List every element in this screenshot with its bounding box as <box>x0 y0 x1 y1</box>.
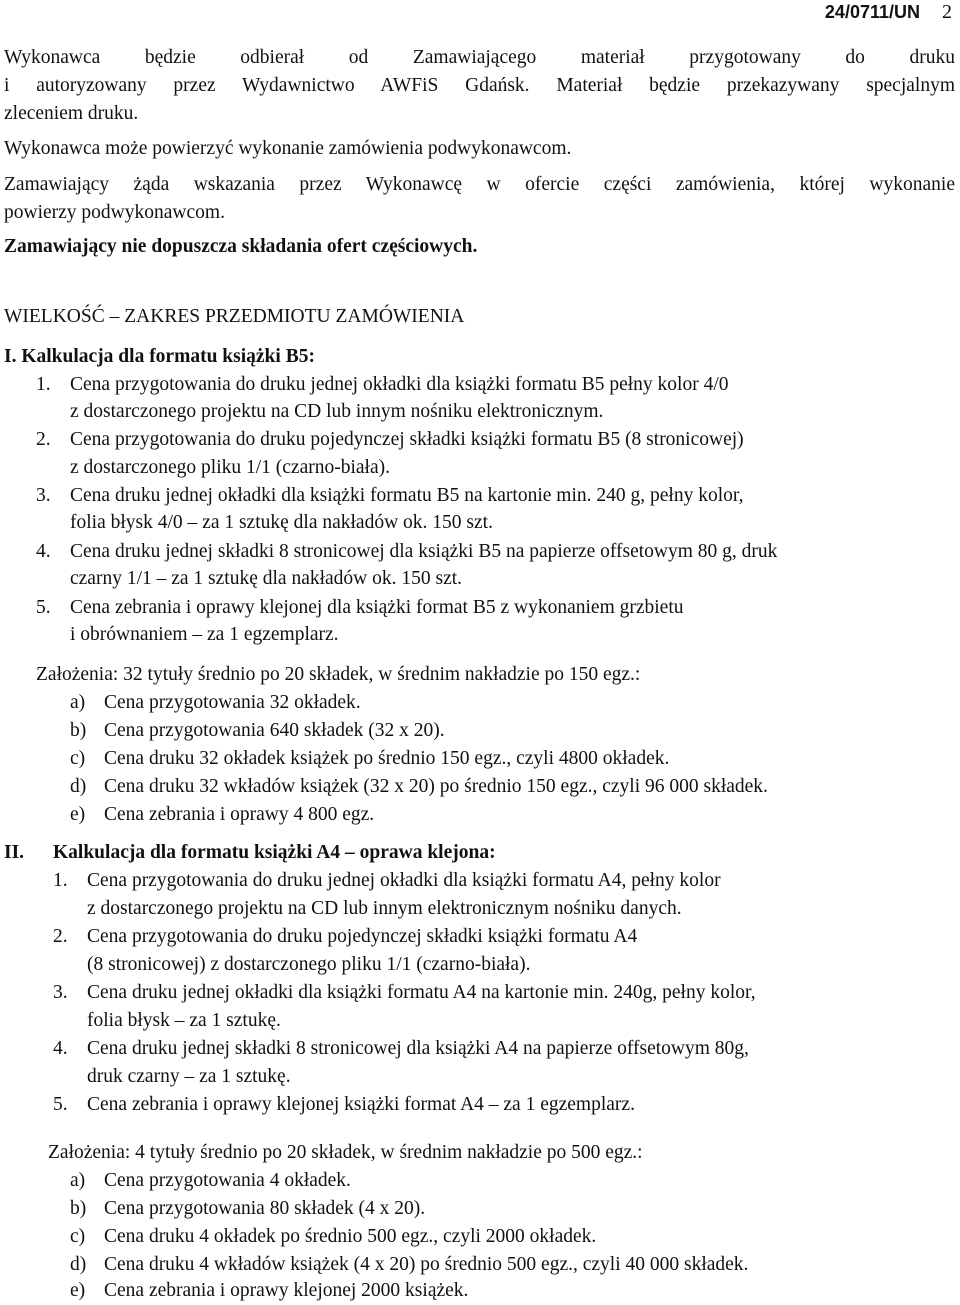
list-item <box>36 425 51 454</box>
letter-item-text: Cena druku 32 okładek książek po średnio 150 egz., czyli 4800 okładek. <box>104 748 670 769</box>
letter-item-text: Cena zebrania i oprawy klejonej 2000 książek. <box>104 1280 469 1301</box>
intro-paragraph-1-line-2: i autoryzowany przez Wydawnictwo AWFiS Gdańsk. Materiał będzie przekazywany specjalnym <box>4 75 955 96</box>
letter-item-marker: d) <box>70 1254 87 1275</box>
item-text-line-2: z dostarczonego pliku 1/1 (czarno-biała). <box>70 457 390 478</box>
item-text-line-2: z dostarczonego projektu na CD lub innym nośniku elektronicznym. <box>70 401 604 422</box>
letter-item-text: Cena przygotowania 32 okładek. <box>104 692 361 713</box>
item-text-line-2: druk czarny – za 1 sztukę. <box>87 1066 291 1087</box>
letter-item-marker: a) <box>70 692 86 713</box>
section-1-title: I. Kalkulacja dla formatu książki B5: <box>4 346 315 367</box>
item-text-line-1: Cena przygotowania do druku pojedynczej składki książki formatu A4 <box>87 926 638 947</box>
item-number: 2. <box>53 926 68 947</box>
intro-paragraph-1-line-1: Wykonawca będzie odbierał od Zamawiającego materiał przygotowany do druku <box>4 47 955 68</box>
list-item <box>36 537 51 566</box>
item-number: 5. <box>36 597 51 618</box>
item-text-line-1: Cena druku jednej okładki dla książki formatu B5 na kartonie min. 240 g, pełny kolor, <box>70 485 744 506</box>
item-number: 2. <box>36 429 51 450</box>
letter-item-marker: c) <box>70 1226 86 1247</box>
item-number: 4. <box>36 541 51 562</box>
letter-item-text: Cena przygotowania 640 składek (32 x 20). <box>104 720 445 741</box>
document-reference: 24/0711/UN <box>824 2 920 22</box>
letter-item-text: Cena druku 32 wkładów książek (32 x 20) po średnio 150 egz., czyli 96 000 składek. <box>104 776 768 797</box>
item-number: 4. <box>53 1038 68 1059</box>
letter-item-marker: e) <box>70 1280 86 1301</box>
intro-paragraph-3-line-1: Zamawiający żąda wskazania przez Wykonawcę w ofercie części zamówienia, której wykonanie <box>4 174 955 195</box>
section-2-title: Kalkulacja dla formatu książki A4 – oprawa klejona: <box>53 842 496 863</box>
page-header <box>825 0 952 24</box>
item-text-line-1: Cena przygotowania do druku jednej okładki dla książki formatu A4, pełny kolor <box>87 870 721 891</box>
section-1-assumptions: Założenia: 32 tytuły średnio po 20 składek, w średnim nakładzie po 150 egz.: <box>36 664 641 685</box>
letter-item-text: Cena przygotowania 80 składek (4 x 20). <box>104 1198 426 1219</box>
letter-item-text: Cena druku 4 wkładów książek (4 x 20) po średnio 500 egz., czyli 40 000 składek. <box>104 1254 749 1275</box>
intro-paragraph-3-line-2: powierzy podwykonawcom. <box>4 202 225 223</box>
list-item <box>36 370 51 399</box>
item-text-line-2: folia błysk – za 1 sztukę. <box>87 1010 281 1031</box>
letter-item-marker: b) <box>70 720 87 741</box>
item-text-line-1: Cena przygotowania do druku pojedynczej składki książki formatu B5 (8 stronicowej) <box>70 429 744 450</box>
item-text-line-1: Cena przygotowania do druku jednej okładki dla książki formatu B5 pełny kolor 4/0 <box>70 374 729 395</box>
item-text-line-2: z dostarczonego projektu na CD lub innym elektronicznym nośniku danych. <box>87 898 682 919</box>
section-heading: WIELKOŚĆ – ZAKRES PRZEDMIOTU ZAMÓWIENIA <box>4 306 465 327</box>
item-number: 1. <box>53 870 68 891</box>
intro-paragraph-1-line-3: zleceniem druku. <box>4 103 139 124</box>
item-text-line-2: folia błysk 4/0 – za 1 sztukę dla nakładów ok. 150 szt. <box>70 512 493 533</box>
section-2-roman-numeral: II. <box>4 842 25 863</box>
partial-offers-note: Zamawiający nie dopuszcza składania ofert częściowych. <box>4 236 478 257</box>
item-text-line-2: czarny 1/1 – za 1 sztukę dla nakładów ok. 150 szt. <box>70 568 463 589</box>
intro-paragraph-2: Wykonawca może powierzyć wykonanie zamówienia podwykonawcom. <box>4 138 572 159</box>
letter-item-text: Cena zebrania i oprawy 4 800 egz. <box>104 804 375 825</box>
letter-item-marker: e) <box>70 804 86 825</box>
item-text-line-1: Cena zebrania i oprawy klejonej książki format A4 – za 1 egzemplarz. <box>87 1094 635 1115</box>
item-text-line-2: i obrównaniem – za 1 egzemplarz. <box>70 624 339 645</box>
item-text-line-1: Cena zebrania i oprawy klejonej dla książki format B5 z wykonaniem grzbietu <box>70 597 684 618</box>
section-2-assumptions: Założenia: 4 tytuły średnio po 20 składek, w średnim nakładzie po 500 egz.: <box>48 1142 643 1163</box>
letter-item-marker: d) <box>70 776 87 797</box>
page-number: 2 <box>942 1 952 23</box>
item-number: 3. <box>53 982 68 1003</box>
letter-item-text: Cena druku 4 okładek po średnio 500 egz., czyli 2000 okładek. <box>104 1226 597 1247</box>
item-text-line-1: Cena druku jednej okładki dla książki formatu A4 na kartonie min. 240g, pełny kolor, <box>87 982 756 1003</box>
item-number: 5. <box>53 1094 68 1115</box>
item-text-line-2: (8 stronicowej) z dostarczonego pliku 1/1 (czarno-biała). <box>87 954 531 975</box>
item-number: 1. <box>36 374 51 395</box>
letter-item-text: Cena przygotowania 4 okładek. <box>104 1170 351 1191</box>
list-item <box>36 481 51 510</box>
item-text-line-1: Cena druku jednej składki 8 stronicowej dla książki A4 na papierze offsetowym 80g, <box>87 1038 749 1059</box>
item-text-line-1: Cena druku jednej składki 8 stronicowej dla książki B5 na papierze offsetowym 80 g, druk <box>70 541 778 562</box>
letter-item-marker: a) <box>70 1170 86 1191</box>
list-item <box>36 593 51 622</box>
item-number: 3. <box>36 485 51 506</box>
letter-item-marker: c) <box>70 748 86 769</box>
letter-item-marker: b) <box>70 1198 87 1219</box>
